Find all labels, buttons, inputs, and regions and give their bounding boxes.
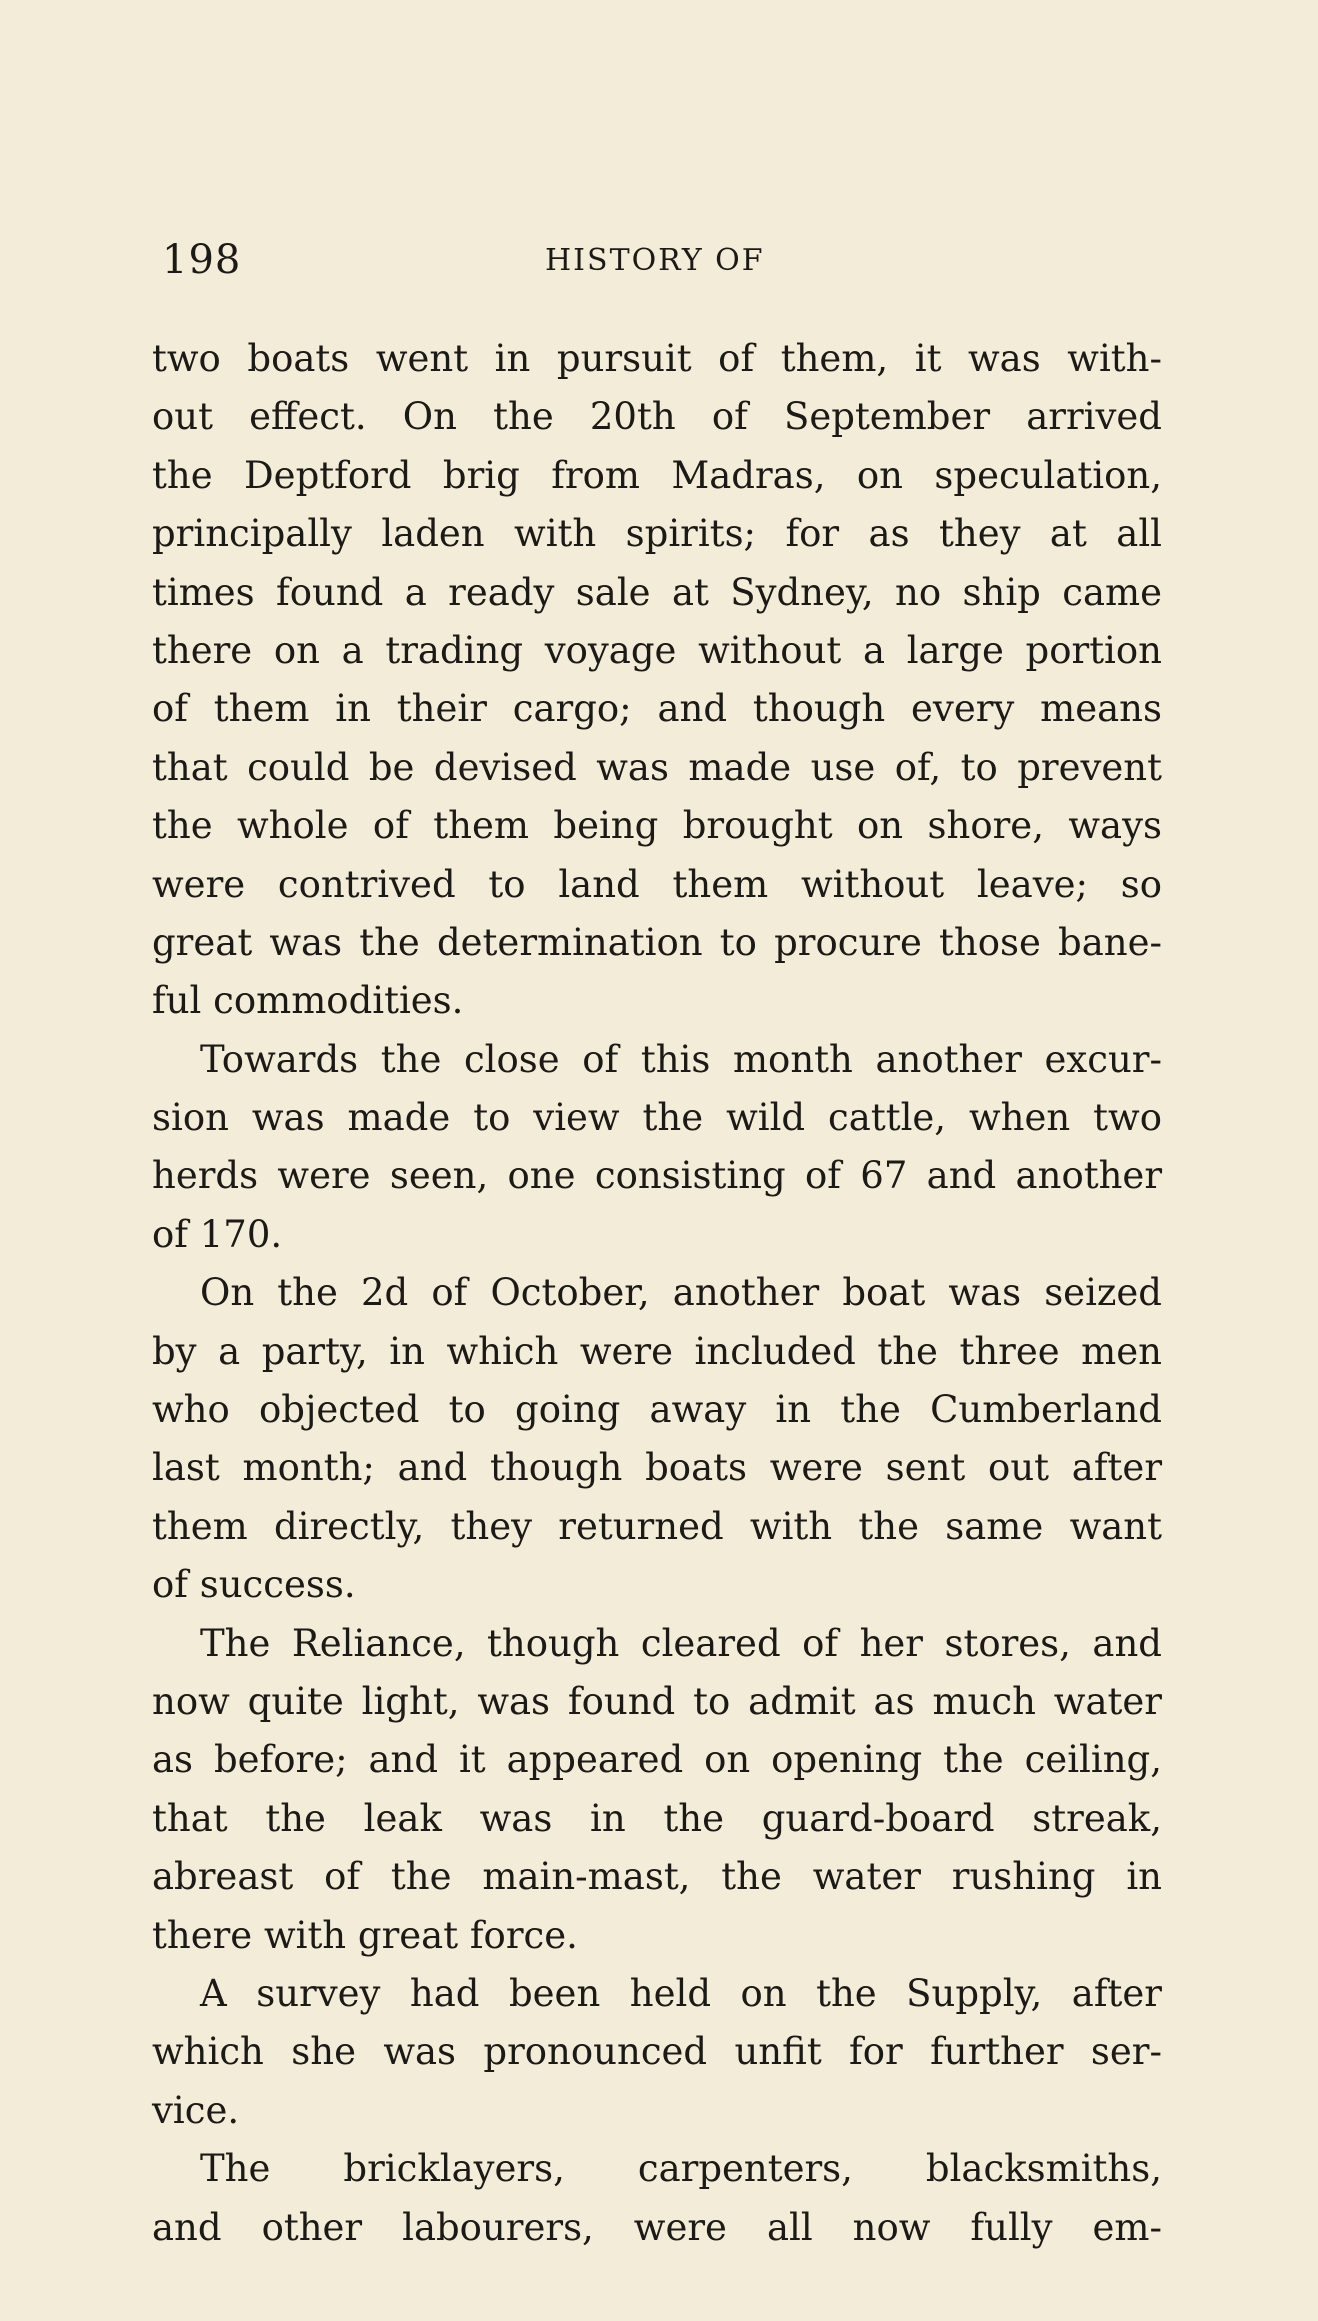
text-line: there with great force. — [152, 1913, 578, 1957]
text-line: were contrived to land them without leave; so — [152, 862, 1162, 906]
text-line: that could be devised was made use of, to prevent — [152, 745, 1162, 789]
text-line: The bricklayers, carpenters, blacksmiths, — [200, 2147, 1162, 2191]
text-line: principally laden with spirits; for as they at all — [152, 512, 1162, 556]
text-line: of 170. — [152, 1212, 283, 1256]
text-line: them directly, they returned with the same want — [152, 1504, 1162, 1548]
text-line: vice. — [152, 2088, 240, 2132]
text-line: by a party, in which were included the three men — [152, 1329, 1162, 1373]
text-line: the Deptford brig from Madras, on speculation, — [152, 453, 1162, 497]
text-line: Towards the close of this month another excur- — [200, 1037, 1162, 1081]
text-line: herds were seen, one consisting of 67 and another — [152, 1154, 1162, 1198]
text-line: there on a trading voyage without a large portion — [152, 628, 1162, 672]
text-line: as before; and it appeared on opening the ceiling, — [152, 1738, 1162, 1782]
text-line: which she was pronounced unfit for further ser- — [152, 2030, 1162, 2074]
text-line: last month; and though boats were sent out after — [152, 1446, 1162, 1490]
text-line: A survey had been held on the Supply, after — [200, 1971, 1162, 2015]
text-line: the whole of them being brought on shore, ways — [152, 804, 1162, 848]
text-line: great was the determination to procure those bane- — [152, 920, 1162, 964]
text-line: and other labourers, were all now fully em- — [152, 2205, 1162, 2249]
text-line: ful commodities. — [152, 979, 464, 1023]
text-line: of success. — [152, 1563, 356, 1607]
text-line: who objected to going away in the Cumberland — [152, 1388, 1162, 1432]
running-head: HISTORY OF — [545, 243, 765, 278]
body-text — [152, 330, 1162, 2257]
text-line: that the leak was in the guard-board streak, — [152, 1796, 1162, 1840]
text-line: abreast of the main-mast, the water rushing in — [152, 1855, 1162, 1899]
text-line: two boats went in pursuit of them, it was with- — [152, 337, 1162, 380]
text-line: sion was made to view the wild cattle, when two — [152, 1096, 1162, 1140]
text-line: times found a ready sale at Sydney, no ship came — [152, 570, 1162, 614]
text-line: The Reliance, though cleared of her stores, and — [200, 1621, 1162, 1665]
page-number: 198 — [162, 237, 242, 283]
text-line: out effect. On the 20th of September arrived — [152, 395, 1162, 439]
text-line: On the 2d of October, another boat was seized — [200, 1271, 1162, 1315]
page-header — [0, 235, 1318, 285]
text-line: of them in their cargo; and though every means — [152, 687, 1162, 731]
text-line: now quite light, was found to admit as much water — [152, 1679, 1162, 1723]
